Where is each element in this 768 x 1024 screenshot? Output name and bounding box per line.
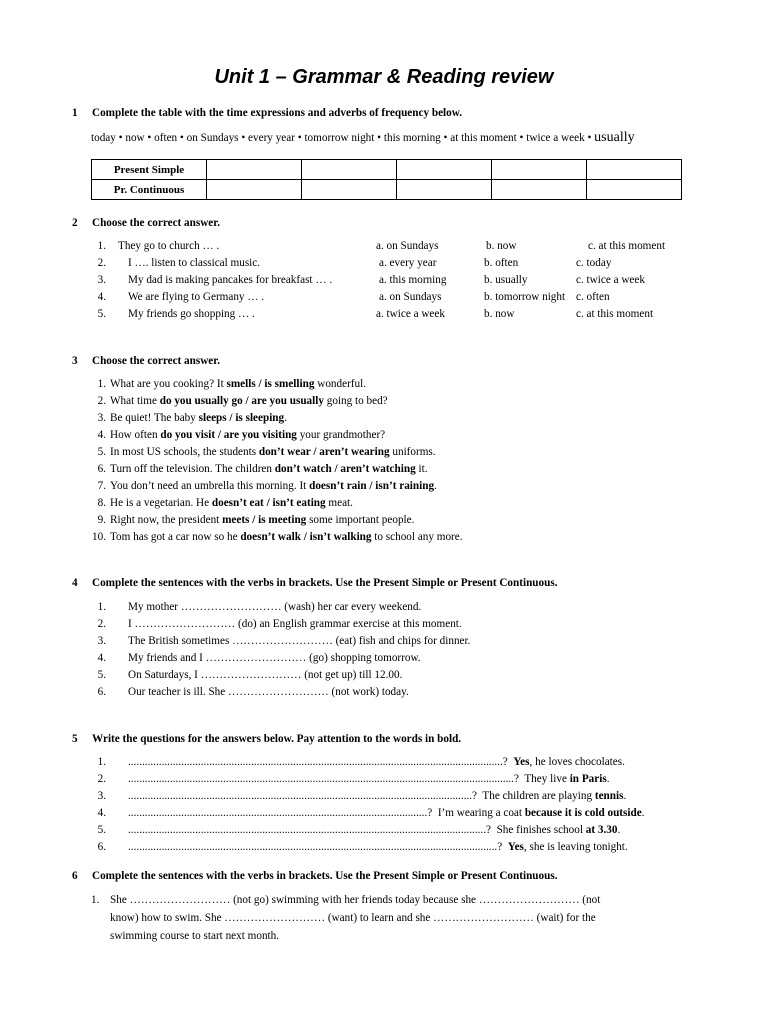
sentence-start: How often xyxy=(110,429,161,441)
sentence-end: going to bed? xyxy=(323,395,388,407)
item-number: 3. xyxy=(97,635,106,647)
item-number: 5. xyxy=(97,446,106,458)
section-instruction: Choose the correct answer. xyxy=(92,355,221,367)
answer-start: The children are playing xyxy=(482,790,595,802)
answer-bold: in Paris xyxy=(569,773,607,785)
word-bank-last: usually xyxy=(594,130,635,145)
table-cell[interactable] xyxy=(397,160,492,180)
section-4-heading xyxy=(72,577,558,589)
item-number: 7. xyxy=(97,480,106,492)
item-number: 2. xyxy=(97,618,106,630)
paragraph-line: swimming course to start next month. xyxy=(110,930,280,942)
question-text: We are flying to Germany … . xyxy=(128,291,265,303)
option-b[interactable]: b. often xyxy=(484,257,519,269)
item-number: 10. xyxy=(92,531,106,543)
section-6-heading xyxy=(72,870,558,882)
fill-sentence[interactable]: My friends and I ……………………… (go) shopping tomorrow. xyxy=(128,652,421,664)
item-number: 5. xyxy=(97,669,106,681)
sentence-end: it. xyxy=(415,463,428,475)
answer-line xyxy=(128,773,609,785)
question-text: They go to church … . xyxy=(118,240,220,252)
section-instruction: Complete the sentences with the verbs in brackets. Use the Present Simple or Present Continuous. xyxy=(92,577,558,589)
option-a[interactable]: a. on Sundays xyxy=(376,240,439,252)
table-cell[interactable] xyxy=(587,180,682,200)
paragraph-line[interactable]: know) how to swim. She ……………………… (want) to learn and she ……………………… (wait) for the xyxy=(110,912,596,924)
answer-line xyxy=(128,807,644,819)
question-blank[interactable]: ..........................................................................................................................................? xyxy=(128,773,519,785)
item-number: 2. xyxy=(97,773,106,785)
sentence-end: uniforms. xyxy=(389,446,436,458)
sentence-end: some important people. xyxy=(306,514,415,526)
question-blank[interactable]: ......................................................................................................................................? xyxy=(128,756,508,768)
choice-options[interactable]: doesn’t walk / isn’t walking xyxy=(240,531,372,543)
table-cell[interactable] xyxy=(397,180,492,200)
answer-bold: Yes xyxy=(513,756,530,768)
answer-end: . xyxy=(617,824,621,836)
choice-options[interactable]: sleeps / is sleeping xyxy=(198,412,285,424)
row-header: Present Simple xyxy=(92,160,207,180)
table-cell[interactable] xyxy=(207,180,302,200)
item-number: 3. xyxy=(97,790,106,802)
answer-bold: because it is cold outside xyxy=(524,807,642,819)
sentence-start: He is a vegetarian. He xyxy=(110,497,212,509)
section-number: 6 xyxy=(72,870,78,882)
section-2-heading xyxy=(72,217,220,229)
item-number: 2. xyxy=(97,257,106,269)
item-number: 4. xyxy=(97,291,106,303)
sentence xyxy=(110,480,437,492)
sentence xyxy=(110,514,414,526)
section-5-heading xyxy=(72,733,461,745)
section-number: 2 xyxy=(72,217,78,229)
sentence-start: In most US schools, the students xyxy=(110,446,259,458)
item-number: 4. xyxy=(97,429,106,441)
option-c[interactable]: c. at this moment xyxy=(576,308,654,320)
sentence xyxy=(110,446,436,458)
sentence-end: wonderful. xyxy=(314,378,367,390)
word-bank-words: today • now • often • on Sundays • every year • tomorrow night • this morning • at this moment • twice a week • xyxy=(91,132,592,144)
item-number: 2. xyxy=(97,395,106,407)
sentence-end: your grandmother? xyxy=(296,429,386,441)
answer-bold: tennis xyxy=(594,790,624,802)
item-number: 3. xyxy=(97,274,106,286)
page-title: Unit 1 – Grammar & Reading review xyxy=(214,66,554,88)
answer-line xyxy=(128,841,628,853)
sentence xyxy=(110,429,385,441)
question-blank[interactable]: ...........................................................................................................................? xyxy=(128,790,477,802)
answer-end: . xyxy=(623,790,627,802)
section-instruction: Complete the table with the time expressions and adverbs of frequency below. xyxy=(92,107,463,119)
answer-end: . xyxy=(606,773,610,785)
fill-sentence[interactable]: Our teacher is ill. She ……………………… (not work) today. xyxy=(128,686,409,698)
answer-line xyxy=(128,756,625,768)
item-number: 4. xyxy=(97,652,106,664)
option-c[interactable]: c. twice a week xyxy=(576,274,645,286)
sentence xyxy=(110,497,353,509)
section-1-heading xyxy=(72,107,462,119)
row-header: Pr. Continuous xyxy=(92,180,207,200)
answer-start: She finishes school xyxy=(496,824,586,836)
answer-start: They live xyxy=(524,773,570,785)
option-a[interactable]: a. this morning xyxy=(379,274,447,286)
item-number: 1. xyxy=(97,240,106,252)
table-cell[interactable] xyxy=(302,160,397,180)
paragraph-line[interactable]: She ……………………… (not go) swimming with her friends today because she ……………………… (not xyxy=(110,894,601,906)
section-instruction: Choose the correct answer. xyxy=(92,217,221,229)
sentence-start: You don’t need an umbrella this morning. It xyxy=(110,480,310,492)
question-text: I …. listen to classical music. xyxy=(128,257,261,269)
answer-start: I’m wearing a coat xyxy=(437,807,525,819)
answer-bold: Yes xyxy=(507,841,524,853)
item-number: 1. xyxy=(91,894,100,906)
item-number: 6. xyxy=(97,463,106,475)
choice-options[interactable]: meets / is meeting xyxy=(222,514,307,526)
item-number: 6. xyxy=(97,841,106,853)
item-number: 5. xyxy=(97,824,106,836)
question-blank[interactable]: ....................................................................................................................................? xyxy=(128,841,503,853)
sentence-start: What are you cooking? It xyxy=(110,378,227,390)
sentence-start: Tom has got a car now so he xyxy=(110,531,241,543)
option-c[interactable]: c. at this moment xyxy=(588,240,666,252)
sentence-end: to school any more. xyxy=(371,531,463,543)
sentence-end: . xyxy=(284,412,287,424)
table-cell[interactable] xyxy=(302,180,397,200)
choice-options[interactable]: do you usually go / are you usually xyxy=(159,395,324,407)
option-b[interactable]: b. tomorrow night xyxy=(484,291,566,303)
sentence xyxy=(110,531,463,543)
item-number: 1. xyxy=(97,756,106,768)
answer-line xyxy=(128,790,626,802)
choice-options[interactable]: do you visit / are you visiting xyxy=(160,429,297,441)
fill-sentence[interactable]: My mother ……………………… (wash) her car every weekend. xyxy=(128,601,422,613)
choice-options[interactable]: don’t wear / aren’t wearing xyxy=(258,446,390,458)
sentence xyxy=(110,378,366,390)
table-cell[interactable] xyxy=(492,180,587,200)
answer-line xyxy=(128,824,620,836)
option-a[interactable]: a. twice a week xyxy=(376,308,445,320)
item-number: 1. xyxy=(97,601,106,613)
table-cell[interactable] xyxy=(207,160,302,180)
section-number: 1 xyxy=(72,107,78,119)
sentence xyxy=(110,395,388,407)
sentence xyxy=(110,412,287,424)
question-text: My dad is making pancakes for breakfast … . xyxy=(128,274,333,286)
choice-options[interactable]: don’t watch / aren’t watching xyxy=(274,463,416,475)
table-cell[interactable] xyxy=(587,160,682,180)
item-number: 1. xyxy=(97,378,106,390)
section-instruction: Complete the sentences with the verbs in brackets. Use the Present Simple or Present Continuous. xyxy=(92,870,558,882)
section-number: 3 xyxy=(72,355,78,367)
section-3-heading xyxy=(72,355,220,367)
section-number: 4 xyxy=(72,577,78,589)
option-b[interactable]: b. now xyxy=(484,308,515,320)
answer-end: , he loves chocolates. xyxy=(529,756,625,768)
sentence-start: Turn off the television. The children xyxy=(110,463,275,475)
sentence-end: meat. xyxy=(325,497,353,509)
option-a[interactable]: a. every year xyxy=(379,257,437,269)
answer-end: . xyxy=(641,807,645,819)
sort-table xyxy=(91,159,682,200)
word-bank xyxy=(91,130,635,146)
choice-options[interactable]: doesn’t eat / isn’t eating xyxy=(211,497,326,509)
sentence xyxy=(110,463,428,475)
sentence-start: What time xyxy=(110,395,160,407)
item-number: 8. xyxy=(97,497,106,509)
item-number: 3. xyxy=(97,412,106,424)
table-cell[interactable] xyxy=(492,160,587,180)
fill-sentence[interactable]: On Saturdays, I ……………………… (not get up) till 12.00. xyxy=(128,669,403,681)
question-text: My friends go shopping … . xyxy=(128,308,255,320)
option-b[interactable]: b. usually xyxy=(484,274,528,286)
fill-sentence[interactable]: I ……………………… (do) an English grammar exercise at this moment. xyxy=(128,618,462,630)
sentence-start: Be quiet! The baby xyxy=(110,412,199,424)
fill-sentence[interactable]: The British sometimes ……………………… (eat) fish and chips for dinner. xyxy=(128,635,471,647)
option-b[interactable]: b. now xyxy=(486,240,517,252)
choice-options[interactable]: smells / is smelling xyxy=(226,378,315,390)
table-row xyxy=(92,160,682,180)
table-row xyxy=(92,180,682,200)
answer-bold: at 3.30 xyxy=(585,824,618,836)
item-number: 5. xyxy=(97,308,106,320)
option-a[interactable]: a. on Sundays xyxy=(379,291,442,303)
choice-options[interactable]: doesn’t rain / isn’t raining xyxy=(309,480,435,492)
question-blank[interactable]: ................................................................................................................................? xyxy=(128,824,491,836)
option-c[interactable]: c. today xyxy=(576,257,612,269)
option-c[interactable]: c. often xyxy=(576,291,610,303)
item-number: 4. xyxy=(97,807,106,819)
sentence-end: . xyxy=(434,480,437,492)
section-number: 5 xyxy=(72,733,78,745)
item-number: 6. xyxy=(97,686,106,698)
answer-end: , she is leaving tonight. xyxy=(523,841,628,853)
section-instruction: Write the questions for the answers below. Pay attention to the words in bold. xyxy=(92,733,462,745)
item-number: 9. xyxy=(97,514,106,526)
question-blank[interactable]: ...........................................................................................................? xyxy=(128,807,433,819)
sentence-start: Right now, the president xyxy=(110,514,223,526)
